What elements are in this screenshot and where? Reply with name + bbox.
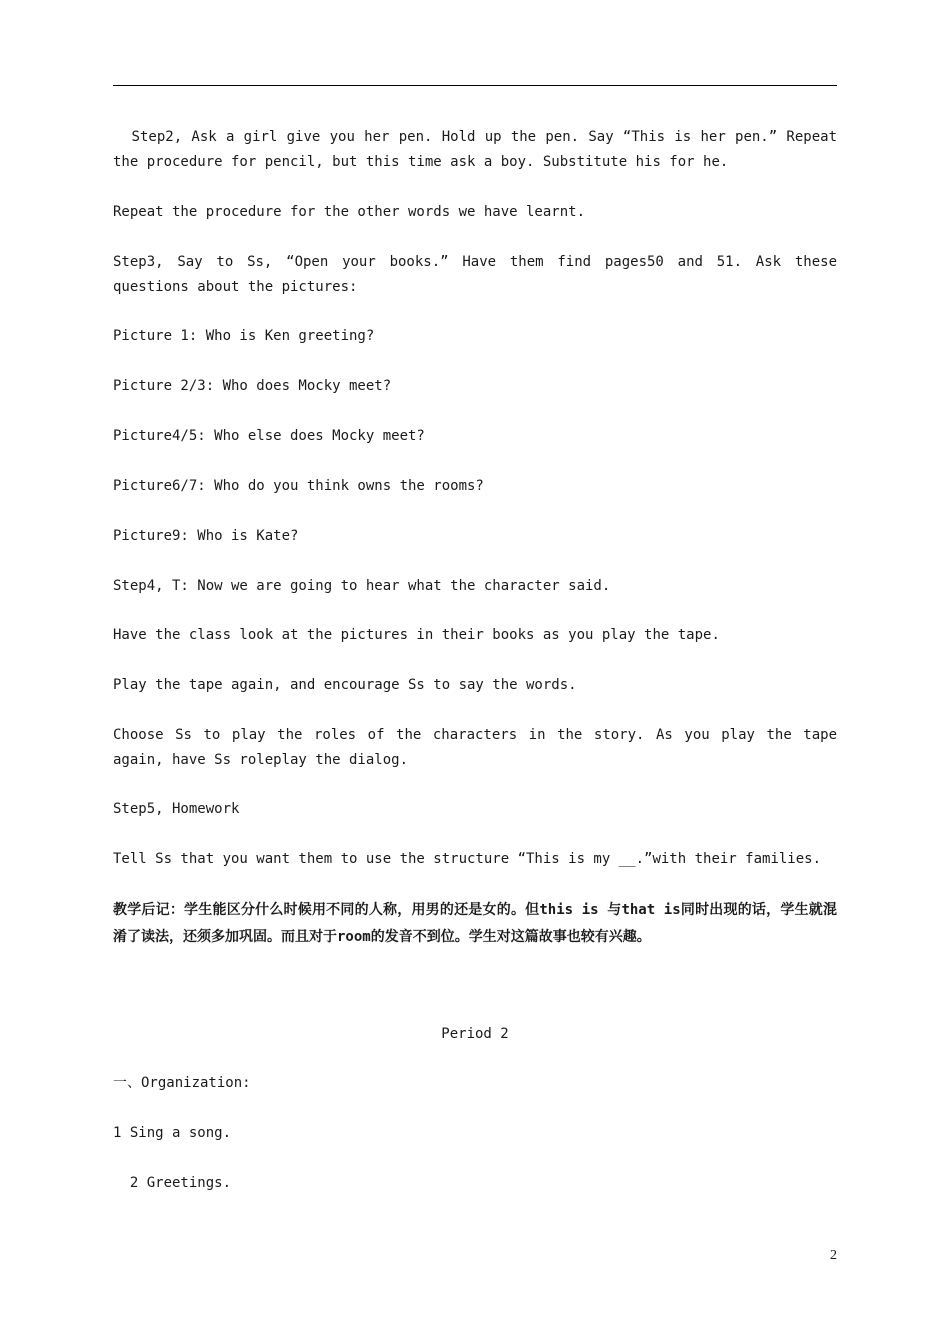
repeat-paragraph: Repeat the procedure for the other words we have learnt.: [113, 204, 586, 220]
organization-heading: 一、Organization:: [113, 1075, 251, 1091]
roleplay-paragraph: Choose Ss to play the roles of the characters in the story. As you play the tape again, have Ss roleplay the dialog.: [113, 727, 846, 768]
step4-paragraph: Step4, T: Now we are going to hear what the character said.: [113, 578, 611, 594]
homework-paragraph: Tell Ss that you want them to use the structure “This is my __.”with their families.: [113, 851, 822, 867]
picture-9-question: Picture9: Who is Kate?: [113, 528, 299, 544]
look-pictures-paragraph: Have the class look at the pictures in their books as you play the tape.: [113, 627, 720, 643]
list-item-greetings: 2 Greetings.: [113, 1175, 232, 1191]
step3-paragraph: Step3, Say to Ss, “Open your books.” Have them find pages50 and 51. Ask these questions about the pictures:: [113, 254, 846, 295]
step2-paragraph: Step2, Ask a girl give you her pen. Hold up the pen. Say “This is her pen.” Repeat the procedure for pencil, but this time ask a boy. Substitute his for he.: [113, 129, 846, 170]
page-number: 2: [830, 1248, 837, 1263]
header-rule: [113, 85, 837, 86]
list-item-sing: 1 Sing a song.: [113, 1125, 232, 1141]
picture-6-7-question: Picture6/7: Who do you think owns the rooms?: [113, 478, 484, 494]
picture-4-5-question: Picture4/5: Who else does Mocky meet?: [113, 428, 425, 444]
play-tape-paragraph: Play the tape again, and encourage Ss to say the words.: [113, 677, 577, 693]
teaching-reflection-note: 教学后记：学生能区分什么时候用不同的人称，用男的还是女的。但this is 与that is同时出现的话，学生就混淆了读法，还须多加巩固。而且对于room的发音不到位。学生对这篇故事也较有兴趣。: [113, 902, 837, 945]
picture-1-question: Picture 1: Who is Ken greeting?: [113, 328, 375, 344]
picture-2-3-question: Picture 2/3: Who does Mocky meet?: [113, 378, 392, 394]
period-title: Period 2: [441, 1026, 509, 1042]
step5-heading: Step5, Homework: [113, 801, 240, 817]
